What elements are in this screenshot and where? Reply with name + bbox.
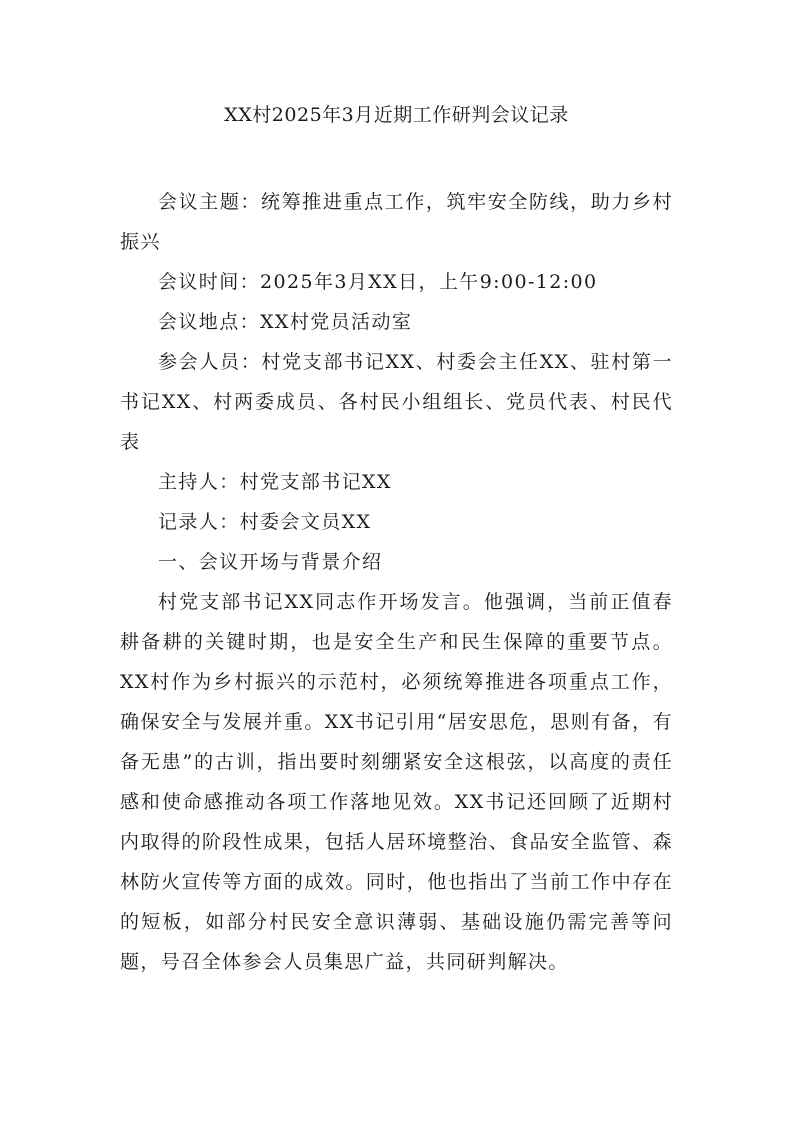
meeting-location: 会议地点：XX村党员活动室 (158, 311, 413, 333)
meeting-attendees: 参会人员：村党支部书记XX、村委会主任XX、驻村第一书记XX、村两委成员、各村民小组组长、党员代表、村民代表 (120, 351, 673, 453)
meeting-topic: 会议主题：统筹推进重点工作，筑牢安全防线，助力乡村振兴 (120, 191, 673, 253)
section-heading: 一、会议开场与背景介绍 (158, 551, 383, 573)
section-paragraph: 村党支部书记XX同志作开场发言。他强调，当前正值春耕备耕的关键时期，也是安全生产和民生保障的重要节点。XX村作为乡村振兴的示范村，必须统筹推进各项重点工作，确保安全与发展并重。XX书记引用“居安思危，思则有备，有备无患”的古训，指出要时刻绷紧安全这根弦，以高度的责任感和使命感推动各项工作落地见效。XX书记还回顾了近期村内取得的阶段性成果，包括人居环境整治、食品安全监管、森林防火宣传等方面的成效。同时，他也指出了当前工作中存在的短板，如部分村民安全意识薄弱、基础设施仍需完善等问题，号召全体参会人员集思广益，共同研判解决。 (120, 591, 673, 973)
document-title: XX村2025年3月近期工作研判会议记录 (224, 104, 569, 126)
meeting-recorder: 记录人：村委会文员XX (158, 511, 372, 533)
meeting-time: 会议时间：2025年3月XX日，上午9:00-12:00 (158, 271, 598, 293)
meeting-host: 主持人：村党支部书记XX (158, 471, 392, 493)
document-body (120, 182, 673, 982)
